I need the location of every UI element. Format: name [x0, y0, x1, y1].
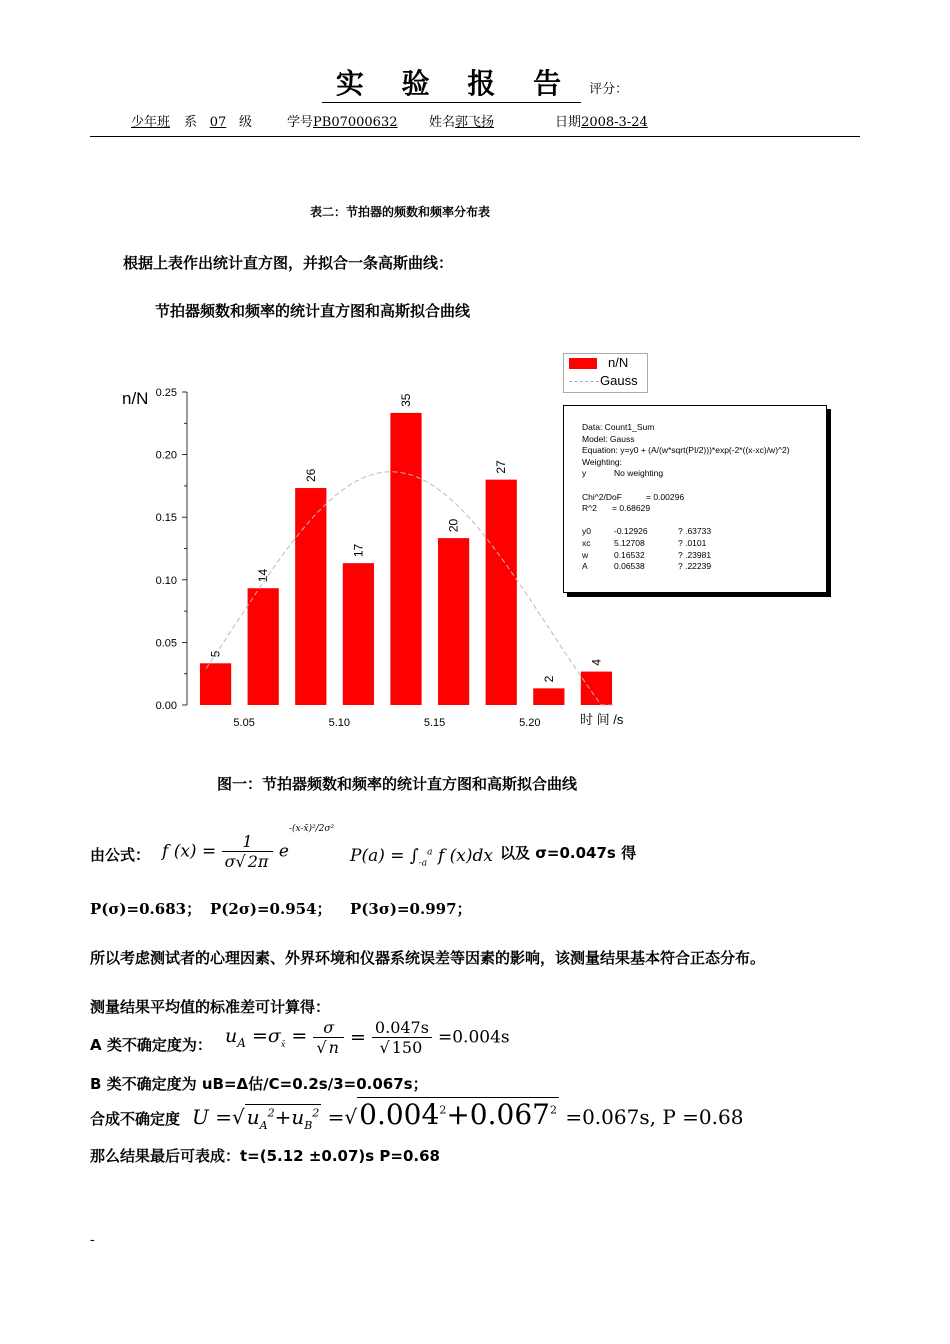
type-b-text: B 类不确定度为 uB=Δ估/C=0.2s/3=0.067s； [90, 1075, 428, 1093]
prob-3sigma: P(3σ)=0.997； [350, 900, 472, 918]
name-label: 姓名 [429, 115, 456, 130]
x-tick-label: 5.05 [233, 717, 255, 729]
y-tick-label: 0.20 [155, 449, 177, 462]
bar-count-label: 35 [399, 393, 413, 407]
bar-count-label: 4 [589, 658, 604, 666]
chart-legend [563, 353, 648, 393]
fit-param-value: 0.16532 [614, 549, 645, 560]
fit-weight-y: y [582, 468, 587, 479]
legend-bar-swatch [569, 358, 597, 369]
fit-weight-value: No weighting [614, 468, 664, 479]
histogram-bar [533, 688, 564, 705]
fit-chi-label: Chi^2/DoF [582, 491, 622, 502]
histogram-bar [295, 488, 326, 705]
type-a-result: =0.004s [437, 1027, 510, 1048]
fit-param-error: ? .0101 [678, 537, 707, 548]
fit-r2-value: = 0.68629 [612, 503, 651, 514]
histogram-bar [248, 588, 279, 705]
conclusion-text: 所以考虑测试者的心理因素、外界环境和仪器系统误差等因素的影响，该测量结果基本符合正态分布。 [90, 949, 766, 967]
fit-equation: Equation: y=y0 + (A/(w*sqrt(PI/2)))*exp(-2*((x-xc)/w)^2) [582, 445, 790, 456]
bar-count-label: 17 [351, 543, 366, 558]
fit-param-name: xc [582, 537, 591, 548]
x-tick-label: 5.20 [519, 717, 541, 729]
grade-label: 级 [239, 115, 253, 130]
gaussian-pdf-formula: f (x) = $\frac{1}{\sigma√ 2\pi}$ $e^{-(x-x̄)^2/2\sigma^2}$ [162, 824, 335, 871]
combined-formula: U =√ $u_A^2+u_B^2 =√0.004^2+0.067^2 =0.067s$, P =0.68 [192, 1098, 744, 1132]
student-info-line [90, 111, 860, 137]
histogram-bar [200, 663, 231, 705]
x-tick-label: 5.15 [423, 717, 446, 729]
bar-count-label: 20 [446, 518, 461, 533]
y-tick-label: 0.25 [155, 387, 177, 399]
histogram-bar [390, 413, 421, 705]
probability-integral-formula: $P(a) = \int_{-a}^a$ f (x)dx [350, 846, 493, 869]
bar-count-label: 26 [303, 468, 318, 483]
prob-2sigma: P(2σ)=0.954； [210, 900, 332, 918]
prob-sigma: P(σ)=0.683； [90, 900, 202, 918]
fit-param-name: y0 [582, 526, 591, 537]
type-a-sigma: 0.047s [372, 1018, 432, 1038]
fit-weighting: Weighting: [582, 456, 623, 467]
year-value: 07 [209, 115, 227, 130]
dept-label: 系 [184, 115, 198, 130]
type-a-label: A 类不确定度为： [90, 1036, 212, 1054]
x-axis-label: 时 间 /s [580, 712, 624, 727]
intro-text: 根据上表作出统计直方图，并拟合一条高斯曲线： [123, 254, 454, 272]
combined-a: 0.004 [359, 1098, 440, 1131]
legend-bar-label: n/N [608, 355, 629, 370]
footer-mark: - [90, 1232, 95, 1248]
bar-count-label: 2 [541, 675, 556, 683]
fit-param-error: ? .23981 [678, 549, 712, 560]
chart-heading: 节拍器频数和频率的统计直方图和高斯拟合曲线 [155, 302, 471, 320]
formula-intro: 由公式： [90, 846, 151, 864]
fit-chi-value: = 0.00296 [646, 491, 685, 502]
student-id-value: PB07000632 [313, 115, 398, 130]
type-a-sqrt-n: 150 [391, 1038, 423, 1057]
final-result: 那么结果最后可表成：t=(5.12 ±0.07)s P=0.68 [90, 1147, 440, 1165]
fit-parameters-box [563, 405, 827, 593]
bar-count-label: 14 [256, 568, 271, 583]
report-title [0, 62, 950, 102]
x-tick-label: 5.10 [328, 717, 351, 729]
name-value: 郭飞扬 [455, 115, 495, 130]
title-text: 实 验 报 告 [322, 67, 581, 103]
combined-label: 合成不确定度 [90, 1110, 181, 1128]
histogram-bar [486, 480, 517, 705]
combined-b: 0.067 [469, 1098, 550, 1131]
fit-param-error: ? .22239 [678, 561, 712, 572]
histogram-bar [438, 538, 469, 705]
class-value: 少年班 [130, 115, 170, 130]
fit-param-value: -0.12926 [614, 526, 648, 537]
student-id-label: 学号 [287, 115, 314, 130]
table-caption: 表二：节拍器的频数和频率分布表 [309, 205, 490, 219]
fit-param-error: ? .63733 [678, 526, 712, 537]
histogram-bar [343, 563, 374, 705]
fit-model: Model: Gauss [582, 433, 635, 444]
combined-result: =0.067s, P =0.68 [565, 1105, 744, 1129]
fit-param-name: A [582, 561, 588, 572]
formula-tail: 以及 σ=0.047s 得 [500, 844, 637, 862]
y-tick-label: 0.10 [155, 574, 177, 587]
bar-count-label: 27 [494, 460, 509, 474]
fit-param-value: 0.06538 [614, 561, 645, 572]
y-tick-label: 0.15 [155, 512, 177, 525]
fit-param-value: 5.12708 [614, 537, 645, 548]
histogram-bar [581, 672, 612, 705]
fit-data: Data: Count1_Sum [582, 422, 655, 432]
fit-r2-label: R^2 [582, 503, 597, 514]
bar-count-label: 5 [208, 650, 223, 658]
y-axis-label: n/N [122, 389, 149, 408]
date-value: 2008-3-24 [581, 115, 648, 130]
legend-gauss-swatch [569, 381, 599, 382]
y-tick-label: 0.05 [155, 637, 177, 650]
legend-gauss-label: Gauss [600, 373, 638, 388]
y-tick-label: 0.00 [155, 700, 177, 712]
date-label: 日期 [555, 115, 582, 130]
fit-param-name: w [582, 549, 589, 560]
std-intro: 测量结果平均值的标准差可计算得： [90, 998, 331, 1016]
type-a-formula: $u_A =\sigma_{x̄}$ = $\frac{\sigma}{√ n}$ = $\frac{0.047s}{√ 150}$ =0.004s [225, 1018, 510, 1057]
figure-caption: 图一：节拍器频数和频率的统计直方图和高斯拟合曲线 [217, 775, 578, 793]
score-label: 评分： [589, 82, 629, 97]
